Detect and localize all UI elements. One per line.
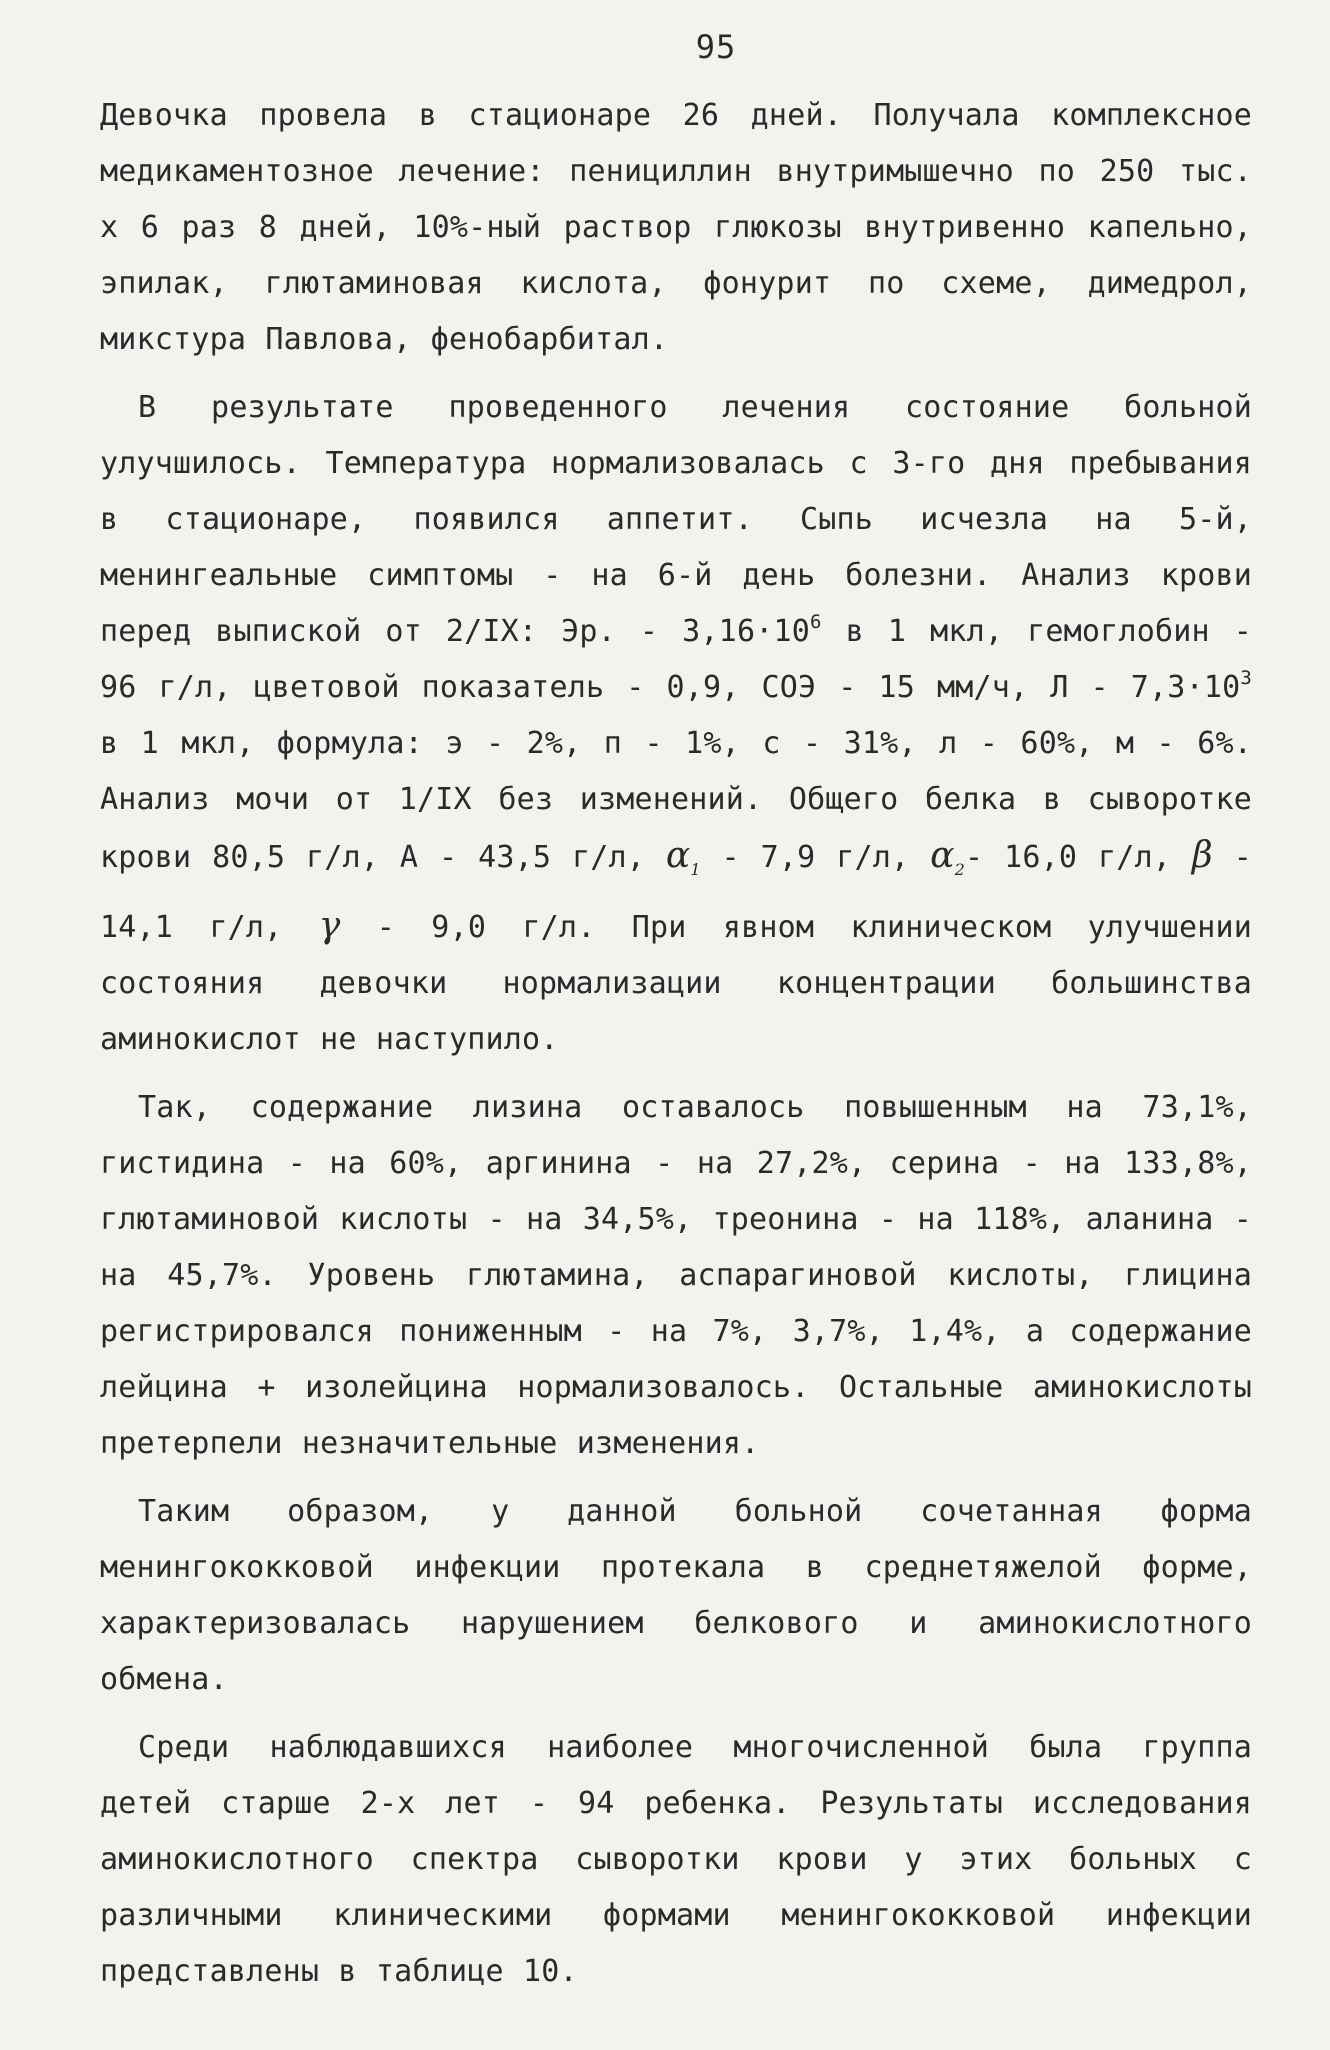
page-number: 95 bbox=[695, 28, 737, 66]
paragraph-2-text-e: - 16,0 г/л, bbox=[965, 840, 1192, 875]
alpha-symbol: $\alpha_2$ bbox=[930, 835, 966, 880]
paragraph-2-text-c: в 1 мкл, формула: э - 2%, п - 1%, с - 31%, л - 60%, м - 6%. Анализ мочи от 1/IX без изменений. Общего белка в сыворотке крови 80,5 г/л, А - 43,5 г/л, bbox=[100, 726, 1252, 875]
gamma-symbol: γ bbox=[318, 905, 341, 947]
paragraph-2-text-f: - 14,1 г/л, bbox=[100, 840, 1252, 946]
superscript-exponent-3: 3 bbox=[1240, 667, 1252, 689]
paragraph-4: Таким образом, у данной больной сочетанная форма менингококковой инфекции протекала в среднетяжелой форме, характеризовалась нарушением белкового и аминокислотного обмена. bbox=[100, 1494, 1252, 1698]
paragraph-3: Так, содержание лизина оставалось повышенным на 73,1%, гистидина - на 60%, аргинина - на 27,2%, серина - на 133,8%, глютаминовой кислоты - на 34,5%, треонина - на 118%, аланина - на 45,7%. Уровень глютамина, аспарагиновой кислоты, глицина регистрировался пониженным - на 7%, 3,7%, 1,4%, а содержание лейцина + изолейцина нормализовалось. Остальные аминокислоты претерпели незначительные изменения. bbox=[100, 1090, 1252, 1462]
beta-symbol: β bbox=[1191, 835, 1213, 876]
paragraph-1: Девочка провела в стационаре 26 дней. Получала комплексное медикаментозное лечение: пенициллин внутримышечно по 250 тыс. х 6 раз 8 дней, 10%-ный раствор глюкозы внутривенно капельно, эпилак, глютаминовая кислота, фонурит по схеме, димедрол, микстура Павлова, фенобарбитал. bbox=[100, 98, 1252, 357]
superscript-exponent-6: 6 bbox=[810, 611, 822, 633]
paragraph-5: Среди наблюдавшихся наиболее многочисленной была группа детей старше 2-х лет - 94 ребенка. Результаты исследования аминокислотного спектра сыворотки крови у этих больных с различными клиническими формами менингококковой инфекции представлены в таблице 10. bbox=[100, 1730, 1252, 1990]
alpha-symbol: $\alpha_1$ bbox=[665, 835, 701, 880]
paragraph-2-text-a: В результате проведенного лечения состояние больной улучшилось. Температура нормализовалась с 3-го дня пребывания в стационаре, появился аппетит. Сыпь исчезла на 5-й, менингеальные симптомы - на 6-й день болезни. Анализ крови перед выпиской от 2/IX: Эр. - 3,16·10 bbox=[100, 390, 1252, 649]
paragraph-2-text-g: - 9,0 г/л. При явном клиническом улучшении состояния девочки нормализации концентрации большинства аминокислот не наступило. bbox=[100, 910, 1252, 1058]
paragraph-2-text-b: в 1 мкл, гемоглобин - 96 г/л, цветовой показатель - 0,9, СОЭ - 15 мм/ч, Л - 7,3·10 bbox=[100, 614, 1252, 705]
paragraph-2 bbox=[100, 380, 1252, 1068]
paragraph-2-text-d: - 7,9 г/л, bbox=[700, 840, 931, 875]
